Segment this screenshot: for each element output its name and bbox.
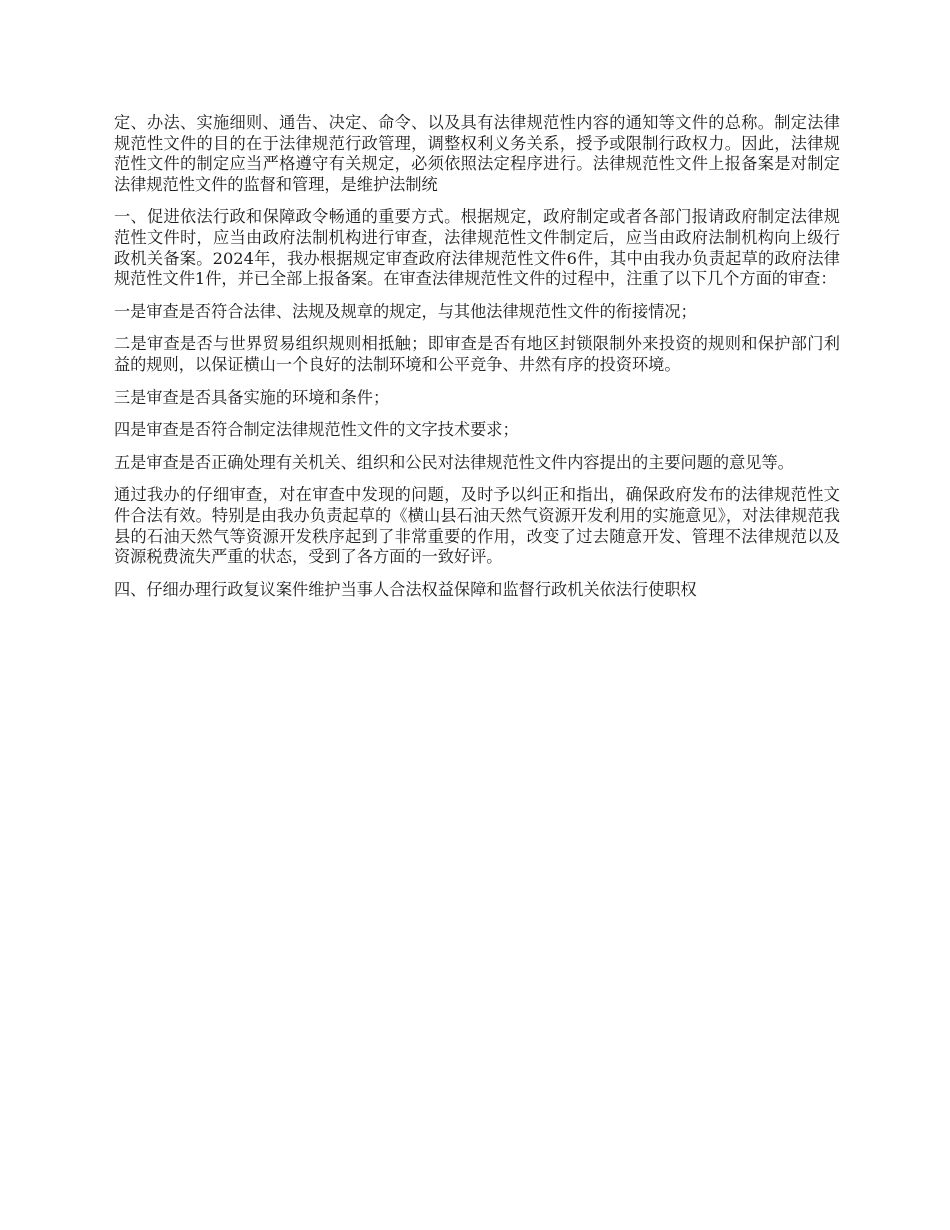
paragraph: 四是审查是否符合制定法律规范性文件的文字技术要求； bbox=[114, 420, 519, 440]
section-heading: 四、仔细办理行政复议案件维护当事人合法权益保障和监督行政机关依法行使职权 bbox=[114, 579, 697, 599]
paragraph: 通过我办的仔细审查，对在审查中发现的问题，及时予以纠正和指出，确保政府发布的法律规范性文件合法有效。特别是由我办负责起草的《横山县石油天然气资源开发利用的实施意见》，对法律规范我县的石油天然气等资源开发秩序起到了非常重要的作用，改变了过去随意开发、管理不法律规范以及资源税费流失严重的状态，受到了各方面的一致好评。 bbox=[114, 485, 840, 567]
paragraph: 三是审查是否具备实施的环境和条件； bbox=[114, 387, 390, 407]
document-body bbox=[114, 113, 840, 612]
paragraph: 一、促进依法行政和保障政令畅通的重要方式。根据规定，政府制定或者各部门报请政府制定法律规范性文件时，应当由政府法制机构进行审查，法律规范性文件制定后，应当由政府法制机构向上级行政机关备案。2024年，我办根据规定审查政府法律规范性文件6件，其中由我办负责起草的政府法律规范性文件1件，并已全部上报备案。在审查法律规范性文件的过程中，注重了以下几个方面的审查： bbox=[114, 207, 840, 289]
paragraph: 五是审查是否正确处理有关机关、组织和公民对法律规范性文件内容提出的主要问题的意见等。 bbox=[114, 452, 794, 472]
paragraph: 二是审查是否与世界贸易组织规则相抵触；即审查是否有地区封锁限制外来投资的规则和保护部门利益的规则，以保证横山一个良好的法制环境和公平竞争、井然有序的投资环境。 bbox=[114, 334, 840, 374]
paragraph: 定、办法、实施细则、通告、决定、命令、以及具有法律规范性内容的通知等文件的总称。制定法律规范性文件的目的在于法律规范行政管理，调整权利义务关系，授予或限制行政权力。因此，法律规范性文件的制定应当严格遵守有关规定，必须依照法定程序进行。法律规范性文件上报备案是对制定法律规范性文件的监督和管理，是维护法制统 bbox=[114, 113, 840, 194]
paragraph: 一是审查是否符合法律、法规及规章的规定，与其他法律规范性文件的衔接情况； bbox=[114, 301, 697, 321]
